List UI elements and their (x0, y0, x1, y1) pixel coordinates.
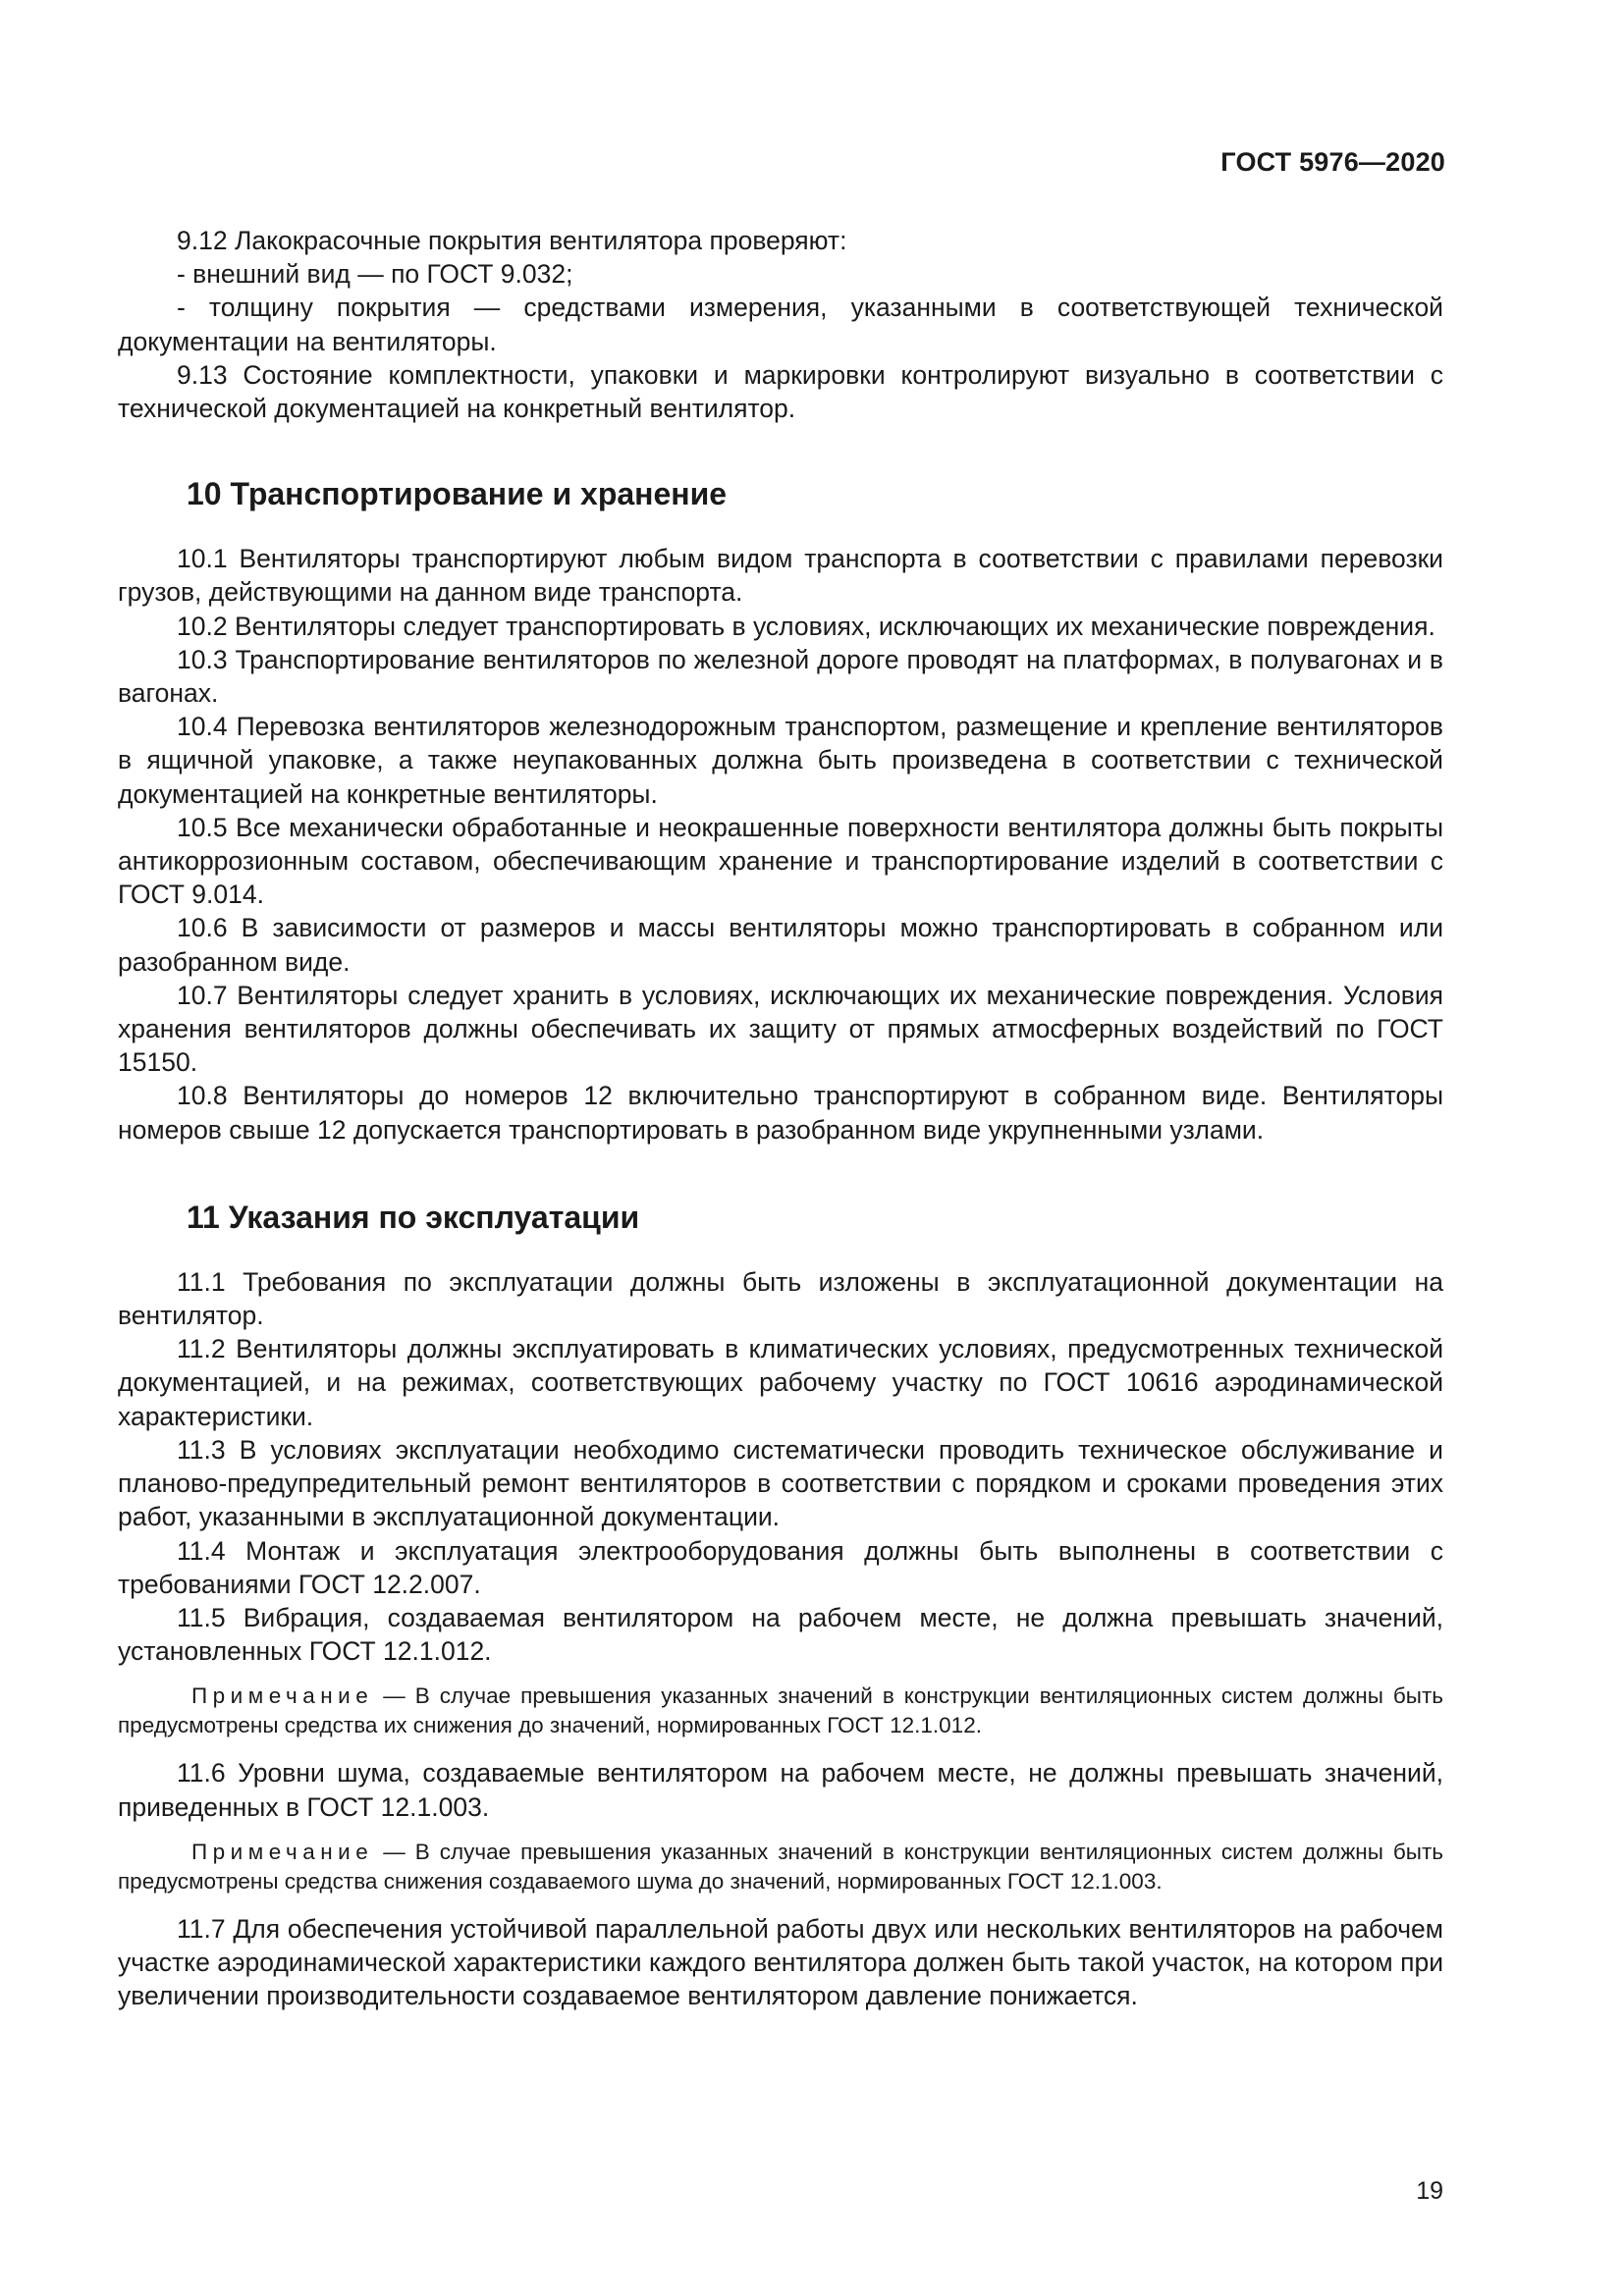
page-content (118, 224, 1443, 2012)
note-noise (118, 1838, 1443, 1896)
note-text: — В случае превышения указанных значений в конструкции вентиляционных систем должны быть предусмотрены средства снижения создаваемого шума до значений, нормированных ГОСТ 12.1.003. (118, 1839, 1443, 1894)
section-11-heading: 11 Указания по эксплуатации (187, 1199, 640, 1235)
paragraph-11-5: 11.5 Вибрация, создаваемая вентилятором на рабочем месте, не должна превышать значений, установленных ГОСТ 12.1.012. (118, 1602, 1443, 1667)
paragraph-10-4: 10.4 Перевозка вентиляторов железнодорожным транспортом, размещение и крепление вентиляторов в ящичной упаковке, а также неупакованных должна быть произведена в соответствии с технической документацией на конкретные вентиляторы. (118, 712, 1443, 809)
paragraph-11-2: 11.2 Вентиляторы должны эксплуатировать в климатических условиях, предусмотренных технической документацией, и на режимах, соответствующих рабочему участку по ГОСТ 10616 аэродинамической характеристики. (118, 1334, 1443, 1431)
paragraph-11-6: 11.6 Уровни шума, создаваемые вентилятором на рабочем месте, не должны превышать значений, приведенных в ГОСТ 12.1.003. (118, 1758, 1443, 1822)
note-label: Примечание (191, 1683, 374, 1709)
paragraph-11-7: 11.7 Для обеспечения устойчивой параллельной работы двух или нескольких вентиляторов на рабочем участке аэродинамической характеристики каждого вентилятора должен быть такой участок, на котором при увеличении производительности создаваемое вентилятором давление понижается. (118, 1913, 1443, 2011)
paragraph-10-6: 10.6 В зависимости от размеров и массы вентиляторы можно транспортировать в собранном или разобранном виде. (118, 913, 1443, 977)
paragraph-10-2: 10.2 Вентиляторы следует транспортировать в условиях, исключающих их механические повреждения. (177, 611, 1435, 641)
paragraph-11-3: 11.3 В условиях эксплуатации необходимо систематически проводить техническое обслуживание и планово-предупредительный ремонт вентиляторов в соответствии с порядком и сроками проведения этих работ, указанными в эксплуатационной документации. (118, 1434, 1443, 1532)
list-item-appearance: - внешний вид — по ГОСТ 9.032; (177, 259, 573, 290)
list-item-thickness: - толщину покрытия — средствами измерения, указанными в соответствующей технической документации на вентиляторы. (118, 293, 1443, 356)
section-10-heading: 10 Транспортирование и хранение (187, 476, 728, 512)
paragraph-10-8: 10.8 Вентиляторы до номеров 12 включительно транспортируют в собранном виде. Вентиляторы номеров свыше 12 допускается транспортировать в разобранном виде укрупненными узлами. (118, 1081, 1443, 1145)
paragraph-10-7: 10.7 Вентиляторы следует хранить в условиях, исключающих их механические повреждения. Условия хранения вентиляторов должны обеспечивать их защиту от прямых атмосферных воздействий по ГОСТ 15150. (118, 980, 1443, 1078)
note-vibration (118, 1682, 1443, 1740)
paragraph-10-3: 10.3 Транспортирование вентиляторов по железной дороге проводят на платформах, в полувагонах и в вагонах. (118, 644, 1443, 709)
page-number: 19 (1416, 2177, 1443, 2205)
paragraph-10-1: 10.1 Вентиляторы транспортируют любым видом транспорта в соответствии с правилами перевозки грузов, действующими на данном виде транспорта. (118, 544, 1443, 608)
paragraph-9-13: 9.13 Состояние комплектности, упаковки и маркировки контролируют визуально в соответствии с технической документацией на конкретный вентилятор. (118, 359, 1443, 424)
note-label: Примечание (191, 1839, 374, 1864)
paragraph-10-5: 10.5 Все механически обработанные и неокрашенные поверхности вентилятора должны быть покрыты антикоррозионным составом, обеспечивающим хранение и транспортирование изделий в соответствии с ГОСТ 9.014. (118, 812, 1443, 910)
paragraph-9-12: 9.12 Лакокрасочные покрытия вентилятора проверяют: (177, 226, 847, 255)
note-text: — В случае превышения указанных значений в конструкции вентиляционных систем должны быть предусмотрены средства их снижения до значений, нормированных ГОСТ 12.1.012. (118, 1683, 1443, 1738)
document-code: ГОСТ 5976—2020 (1220, 147, 1445, 177)
paragraph-11-1: 11.1 Требования по эксплуатации должны быть изложены в эксплуатационной документации на вентилятор. (118, 1266, 1443, 1331)
paragraph-11-4: 11.4 Монтаж и эксплуатация электрооборудования должны быть выполнены в соответствии с требованиями ГОСТ 12.2.007. (118, 1535, 1443, 1599)
